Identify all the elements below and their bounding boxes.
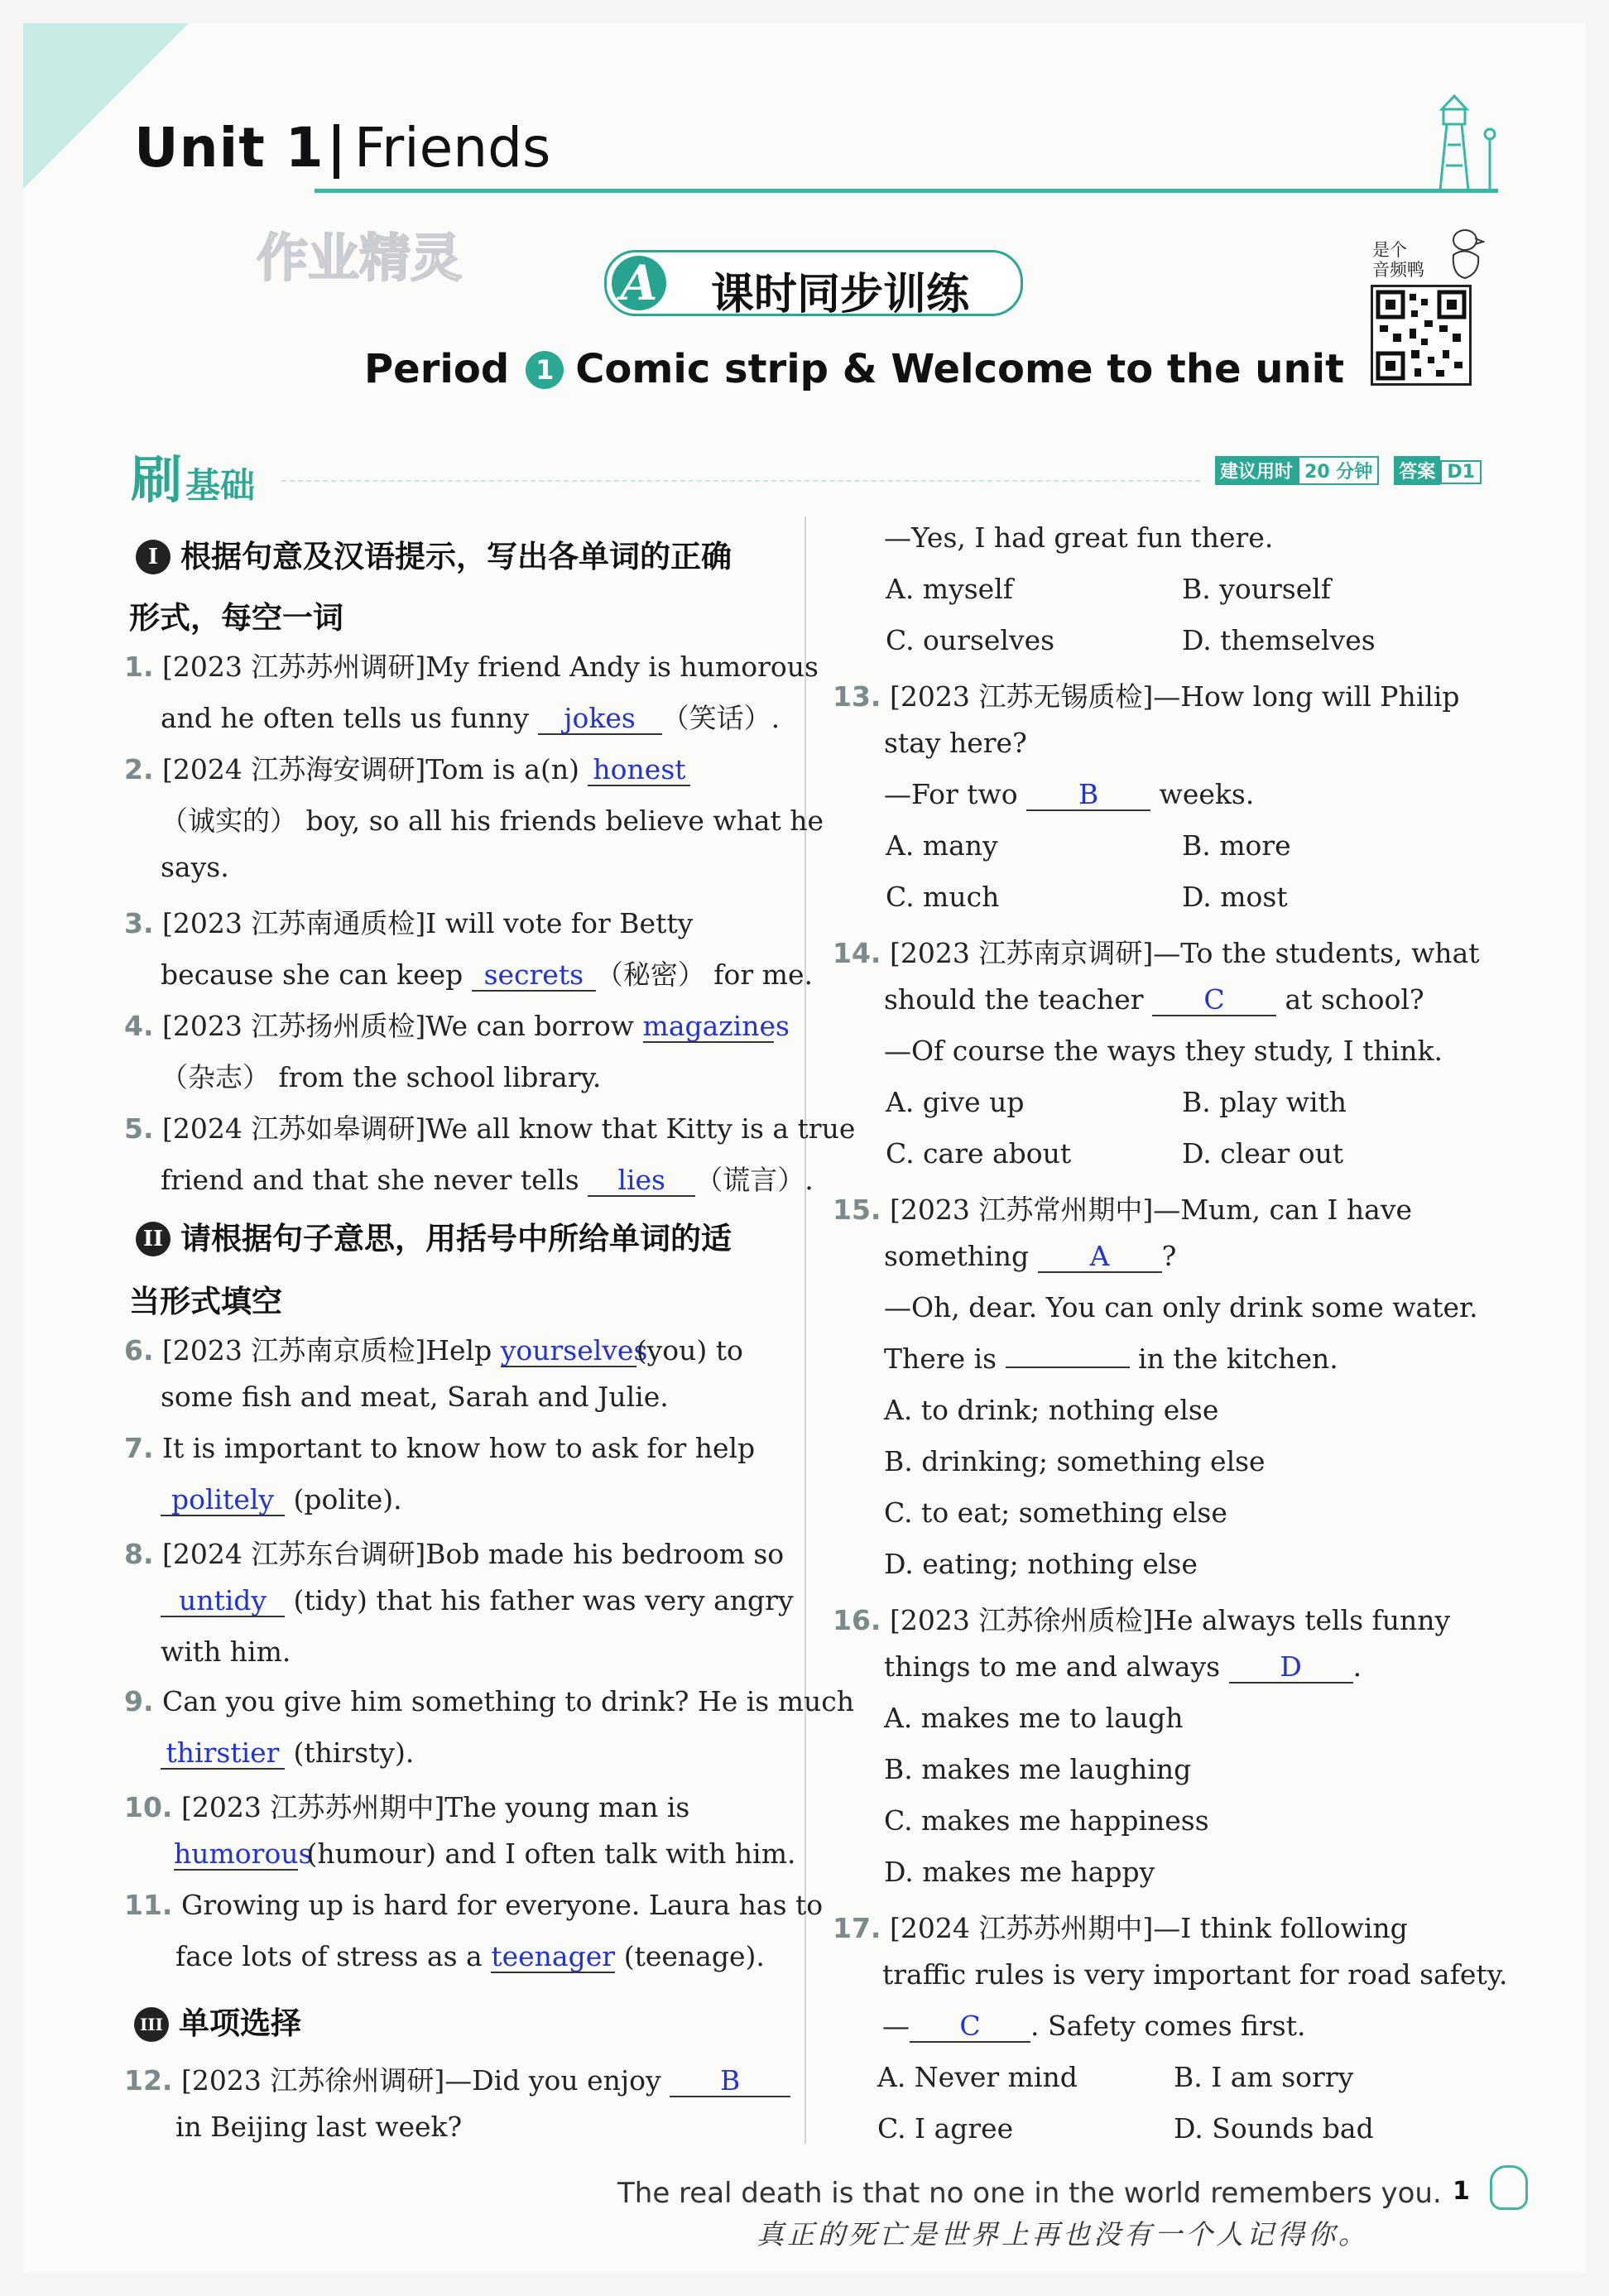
question-8: 8. [2024 江苏东台调研]Bob made his bedroom so <box>124 1538 785 1570</box>
question-11: 11. Growing up is hard for everyone. Laura has to <box>124 1889 824 1921</box>
option-b[interactable]: B. play with <box>1182 1086 1347 1118</box>
option-d[interactable]: D. makes me happy <box>884 1856 1155 1888</box>
time-info: 建议用时 20 分钟 答案 D1 <box>1215 456 1496 485</box>
qr-label: 是个 音频鸭 <box>1372 240 1424 280</box>
answer-blank[interactable]: yourselves <box>500 1334 648 1367</box>
option-d[interactable]: D. Sounds bad <box>1174 2112 1374 2145</box>
question-8-line2: untidy (tidy) that his father was very angry <box>161 1584 794 1617</box>
question-1-line2: and he often tells us funny jokes （笑话）. <box>161 702 780 734</box>
section-heading: III 单项选择 <box>134 1998 301 2043</box>
option-d[interactable]: D. clear out <box>1182 1137 1344 1170</box>
lesson-badge <box>604 250 1023 319</box>
option-c[interactable]: C. much <box>886 881 1000 913</box>
subheader-rule <box>281 480 1200 482</box>
question-7-line2: politely (polite). <box>161 1483 402 1516</box>
question-9-line2: thirstier (thirsty). <box>161 1736 414 1770</box>
option-d[interactable]: D. most <box>1182 881 1288 913</box>
option-c[interactable]: C. to eat; something else <box>884 1496 1227 1529</box>
option-d[interactable]: D. eating; nothing else <box>884 1548 1198 1580</box>
option-a[interactable]: A. many <box>886 829 998 862</box>
answer-blank[interactable]: B <box>670 2067 790 2097</box>
question-16-line2: things to me and always D . <box>884 1650 1362 1683</box>
answer-blank[interactable]: D <box>1229 1653 1353 1684</box>
option-b[interactable]: B. makes me laughing <box>884 1753 1192 1785</box>
qr-code-icon <box>1373 287 1469 383</box>
practice-brand: 刷基础 <box>131 449 256 510</box>
question-15: 15. [2023 江苏常州期中]—Mum, can I have <box>833 1194 1413 1226</box>
footer-quote-en: The real death is that no one in the world remembers you. <box>617 2177 1442 2210</box>
question-17-line3: — C . Safety comes first. <box>882 2010 1306 2042</box>
question-14: 14. [2023 江苏南京调研]—To the students, what <box>833 937 1480 969</box>
time-value: 20 分钟 <box>1298 456 1379 485</box>
watermark: 作业精灵 <box>257 228 463 288</box>
option-b[interactable]: B. yourself <box>1182 573 1332 605</box>
question-12-line3: —Yes, I had great fun there. <box>884 521 1274 554</box>
unit-subtitle: Friends <box>354 116 551 180</box>
question-17-line2: traffic rules is very important for road safety. <box>882 1958 1508 1991</box>
option-d[interactable]: D. themselves <box>1182 624 1376 656</box>
option-a[interactable]: A. to drink; nothing else <box>884 1394 1219 1426</box>
answer-blank[interactable]: humorous <box>174 1837 313 1870</box>
badge-letter: A <box>612 256 666 310</box>
question-8-line3: with him. <box>161 1636 291 1668</box>
question-13-line2: stay here? <box>884 727 1027 759</box>
option-b[interactable]: B. more <box>1182 829 1291 862</box>
question-14-line2: should the teacher C at school? <box>884 983 1424 1016</box>
header-rule <box>315 189 1498 193</box>
section-heading-cont: 形式，每空一词 <box>129 600 343 636</box>
question-10-line2: humorous (humour) and I often talk with him. <box>174 1837 796 1870</box>
answer-blank[interactable]: magazines <box>642 1010 790 1042</box>
question-10: 10. [2023 江苏苏州期中]The young man is <box>124 1791 690 1823</box>
option-c[interactable]: C. makes me happiness <box>884 1804 1209 1837</box>
question-2-line2: （诚实的） boy, so all his friends believe what he <box>161 805 824 837</box>
question-11-line2: face lots of stress as a teenager (teenage). <box>175 1940 765 1972</box>
option-c[interactable]: C. I agree <box>877 2112 1014 2145</box>
period-title: Period 1 Comic strip & Welcome to the unit <box>364 346 1345 392</box>
answer-blank[interactable]: A <box>1038 1242 1162 1273</box>
question-12: 12. [2023 江苏徐州调研]—Did you enjoy B <box>124 2059 790 2098</box>
section-heading: I 根据句意及汉语提示，写出各单词的正确 <box>136 531 732 576</box>
option-c[interactable]: C. ourselves <box>886 624 1055 656</box>
page-number: 1 <box>1453 2177 1470 2206</box>
answer-blank[interactable]: secrets <box>472 961 596 992</box>
answer-blank[interactable]: honest <box>588 756 690 786</box>
question-2: 2. [2024 江苏海安调研]Tom is a(n) honest <box>124 748 690 787</box>
section-heading: II 请根据句子意思，用括号中所给单词的适 <box>136 1213 732 1258</box>
option-a[interactable]: A. makes me to laugh <box>884 1702 1184 1734</box>
question-4-line2: （杂志） from the school library. <box>161 1061 602 1093</box>
balloon-icon <box>1490 2165 1528 2210</box>
unit-title: Unit 1 <box>134 116 324 180</box>
period-number: 1 <box>526 351 564 389</box>
qr-code[interactable] <box>1371 285 1472 386</box>
answer-blank[interactable]: teenager <box>491 1940 616 1972</box>
answer-blank[interactable]: lies <box>588 1166 695 1197</box>
question-13-line3: —For two B weeks. <box>884 778 1255 810</box>
answer-page: D1 <box>1440 460 1482 484</box>
title-divider <box>334 124 339 179</box>
option-b[interactable]: B. I am sorry <box>1174 2061 1354 2093</box>
question-3: 3. [2023 江苏南通质检]I will vote for Betty <box>124 907 694 939</box>
answer-blank[interactable]: C <box>1152 986 1276 1016</box>
question-17: 17. [2024 江苏苏州期中]—I think following <box>833 1912 1408 1944</box>
answer-blank[interactable]: thirstier <box>161 1739 285 1770</box>
section-heading-cont: 当形式填空 <box>129 1284 282 1319</box>
option-c[interactable]: C. care about <box>886 1137 1072 1170</box>
footer-quote-cn: 真正的死亡是世界上再也没有一个人记得你。 <box>756 2218 1369 2250</box>
option-a[interactable]: A. Never mind <box>877 2061 1078 2093</box>
answer-blank[interactable]: untidy <box>161 1587 285 1617</box>
question-16: 16. [2023 江苏徐州质检]He always tells funny <box>833 1604 1451 1636</box>
answer-blank[interactable]: B <box>1026 781 1150 811</box>
duck-mascot-icon <box>1447 222 1485 281</box>
question-15-line3: —Oh, dear. You can only drink some water. <box>884 1291 1478 1323</box>
question-6-line2: some fish and meat, Sarah and Julie. <box>161 1381 669 1413</box>
option-b[interactable]: B. drinking; something else <box>884 1445 1266 1477</box>
lighthouse-icon <box>1407 91 1498 195</box>
question-7: 7. It is important to know how to ask for help <box>124 1432 756 1464</box>
question-14-line3: —Of course the ways they study, I think. <box>884 1035 1443 1067</box>
answer-blank[interactable]: C <box>910 2012 1030 2043</box>
question-12-line2: in Beijing last week? <box>175 2111 463 2143</box>
badge-text: 课时同步训练 <box>711 270 970 319</box>
question-3-line2: because she can keep secrets （秘密） for me. <box>161 958 813 991</box>
answer-blank[interactable] <box>1006 1367 1130 1368</box>
answer-blank[interactable]: politely <box>161 1486 285 1516</box>
question-15-line4: There is in the kitchen. <box>884 1343 1338 1375</box>
option-a[interactable]: A. myself <box>886 573 1013 605</box>
question-5: 5. [2024 江苏如皋调研]We all know that Kitty is a true <box>124 1112 856 1145</box>
question-9: 9. Can you give him something to drink? He is much <box>124 1685 854 1717</box>
question-15-line2: something A ? <box>884 1240 1177 1272</box>
question-6: 6. [2023 江苏南京质检]Help yourselves(you) to <box>124 1334 743 1367</box>
question-5-line2: friend and that she never tells lies （谎言）. <box>161 1164 814 1196</box>
question-2-line3: says. <box>161 851 229 883</box>
question-4: 4. [2023 江苏扬州质检]We can borrow magazines <box>124 1010 790 1042</box>
option-a[interactable]: A. give up <box>886 1086 1025 1118</box>
question-13: 13. [2023 江苏无锡质检]—How long will Philip <box>833 680 1460 713</box>
question-1: 1. [2023 江苏苏州调研]My friend Andy is humorous <box>124 651 819 683</box>
answer-blank[interactable]: jokes <box>538 704 662 735</box>
